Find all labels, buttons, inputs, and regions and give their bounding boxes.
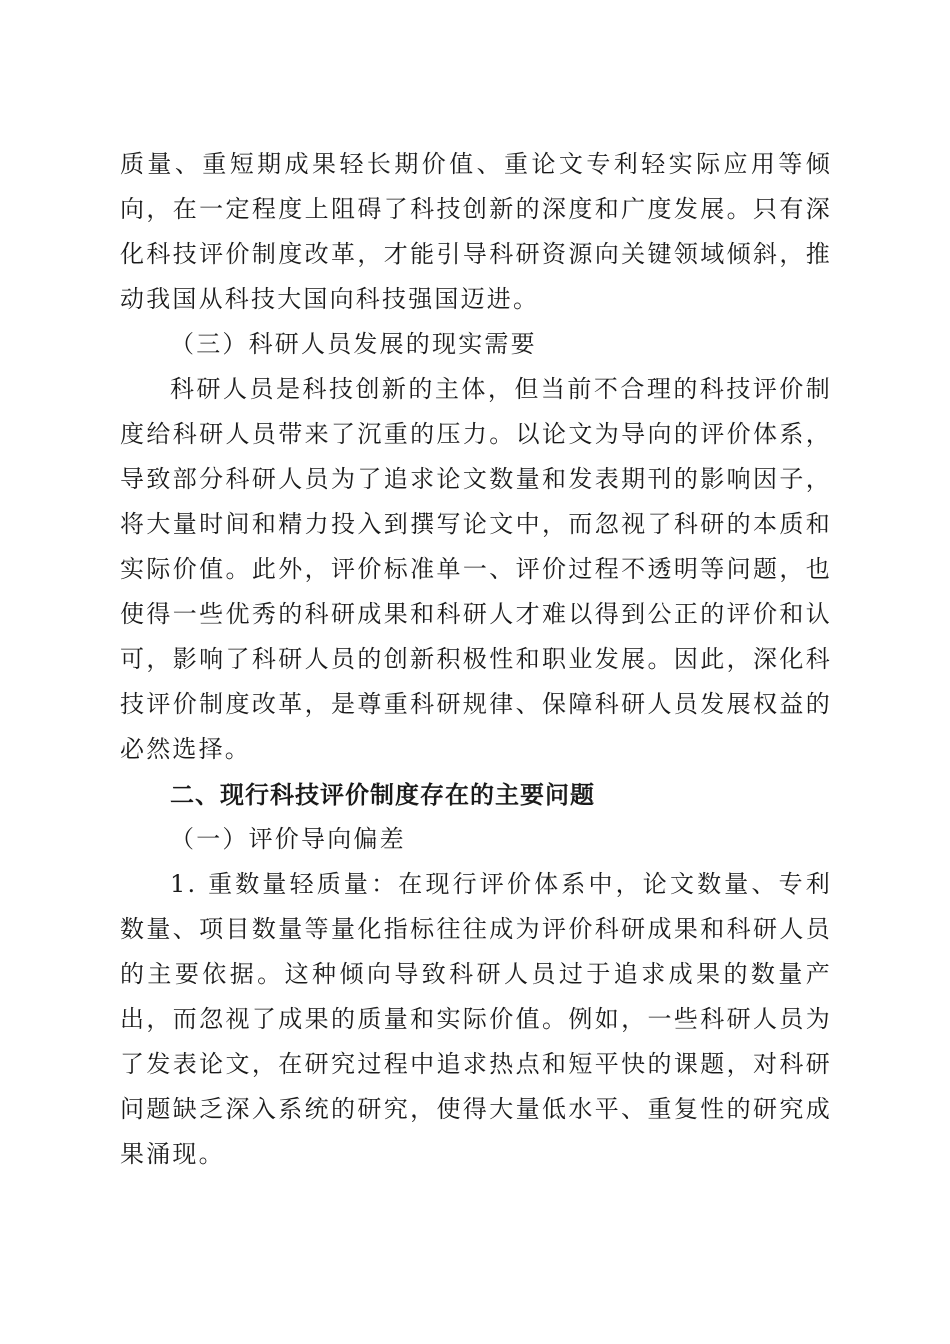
paragraph-quantity-over-quality: 1. 重数量轻质量：在现行评价体系中，论文数量、专利数量、项目数量等量化指标往往成为评价科研成果和科研人员的主要依据。这种倾向导致科研人员过于追求成果的数量产出，而忽视了成果的质量和实际价值。例如，一些科研人员为了发表论文，在研究过程中追求热点和短平快的课题，对科研问题缺乏深入系统的研究，使得大量低水平、重复性的研究成果涌现。	[120, 870, 832, 1168]
subheading-evaluation-bias: （一）评价导向偏差	[170, 825, 406, 853]
subheading-researcher-needs: （三）科研人员发展的现实需要	[170, 330, 537, 358]
paragraph-researcher-pressure: 科研人员是科技创新的主体，但当前不合理的科技评价制度给科研人员带来了沉重的压力。以论文为导向的评价体系，导致部分科研人员为了追求论文数量和发表期刊的影响因子，将大量时间和精力投入到撰写论文中，而忽视了科研的本质和实际价值。此外，评价标准单一、评价过程不透明等问题，也使得一些优秀的科研成果和科研人才难以得到公正的评价和认可，影响了科研人员的创新积极性和职业发展。因此，深化科技评价制度改革，是尊重科研规律、保障科研人员发展权益的必然选择。	[120, 375, 832, 763]
section-heading-main-problems: 二、现行科技评价制度存在的主要问题	[170, 780, 595, 809]
paragraph-continuation: 质量、重短期成果轻长期价值、重论文专利轻实际应用等倾向，在一定程度上阻碍了科技创新的深度和广度发展。只有深化科技评价制度改革，才能引导科研资源向关键领域倾斜，推动我国从科技大国向科技强国迈进。	[120, 150, 832, 313]
document-body	[120, 142, 832, 1177]
